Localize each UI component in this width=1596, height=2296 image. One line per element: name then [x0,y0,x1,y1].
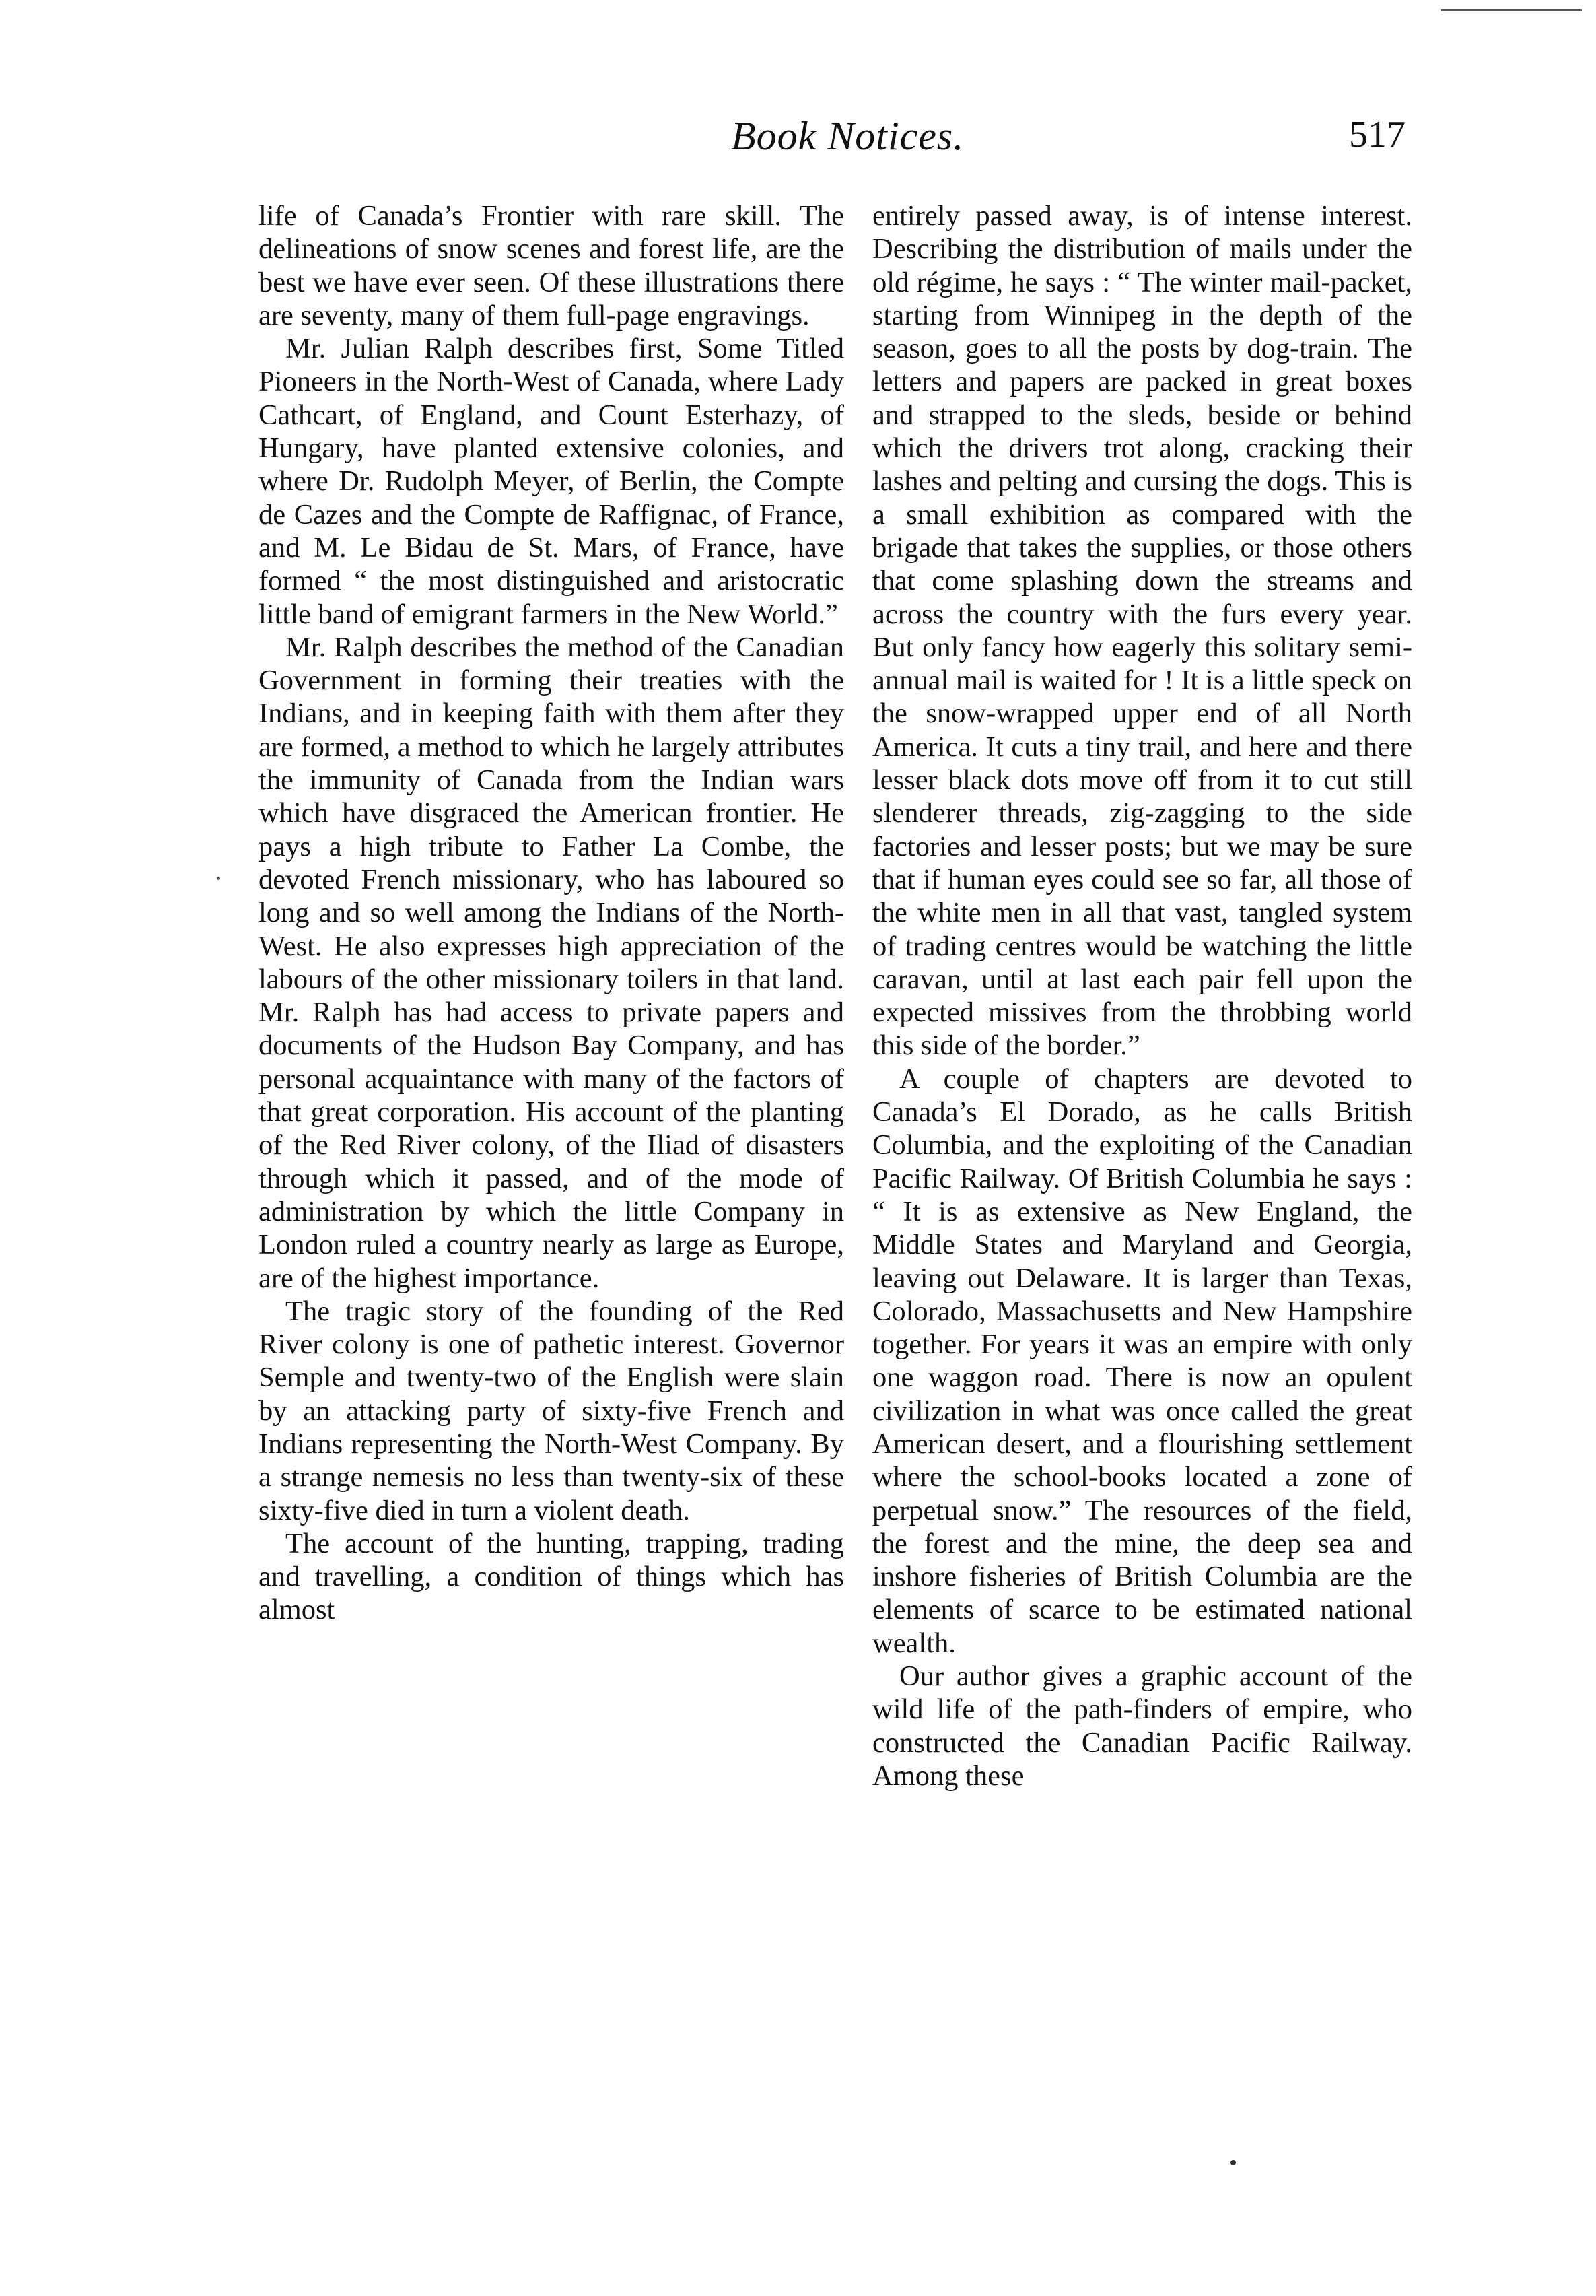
paragraph: Mr. Ralph describes the method of the Canadian Government in forming their treaties with the Indians, and in keeping faith with them after they are formed, a method to which he largely attributes the immunity of Canada from the Indian wars which have disgraced the American frontier. He pays a high tribute to Father La Combe, the devoted French missionary, who has laboured so long and so well among the Indians of the North-West. He also expresses high appreciation of the labours of the other missionary toilers in that land. Mr. Ralph has had access to private papers and documents of the Hudson Bay Company, and has personal acquaintance with many of the factors of that great corporation. His account of the planting of the Red River colony, of the Iliad of disasters through which it passed, and of the mode of administration by which the little Company in London ruled a country nearly as large as Europe, are of the highest importance. [258,631,844,1294]
paragraph: Our author gives a graphic account of the wild life of the path-finders of empire, who constructed the Canadian Pacific Railway. Among these [872,1660,1412,1792]
paragraph: life of Canada’s Frontier with rare skill. The delineations of snow scenes and forest life, are the best we have ever seen. Of these illustrations there are seventy, many of them full-page engravings. [258,200,844,331]
right-column [872,199,1412,1792]
top-rule [1441,9,1582,11]
running-head: Book Notices. [731,114,965,158]
paragraph: Mr. Julian Ralph describes first, Some Titled Pioneers in the North-West of Canada, where Lady Cathcart, of England, and Count Esterhazy, of Hungary, have planted extensive colonies, and where Dr. Rudolph Meyer, of Berlin, the Compte de Cazes and the Compte de Raffignac, of France, and M. Le Bidau de St. Mars, of France, have formed “ the most distinguished and aristocratic little band of emigrant farmers in the New World.” [258,333,844,630]
footer-speck [1230,2160,1236,2165]
paragraph: The account of the hunting, trapping, trading and travelling, a condition of things which has almost [258,1527,844,1626]
paragraph: entirely passed away, is of intense interest. Describing the distribution of mails under the old régime, he says : “ The winter mail-packet, starting from Winnipeg in the depth of the season, goes to all the posts by dog-train. The letters and papers are packed in great boxes and strapped to the sleds, beside or behind which the drivers trot along, cracking their lashes and pelting and cursing the dogs. This is a small exhibition as compared with the brigade that takes the supplies, or those others that come splashing down the streams and across the country with the furs every year. But only fancy how eagerly this solitary semi-annual mail is waited for ! It is a little speck on the snow-wrapped upper end of all North America. It cuts a tiny trail, and here and there lesser black dots move off from it to cut still slenderer threads, zig-zagging to the side factories and lesser posts; but we may be sure that if human eyes could see so far, all those of the white men in all that vast, tangled system of trading centres would be watching the little caravan, until at last each pair fell upon the expected missives from the throbbing world this side of the border.” [872,200,1412,1062]
left-column [258,199,844,1627]
paragraph: A couple of chapters are devoted to Canada’s El Dorado, as he calls British Columbia, and the exploiting of the Canadian Pacific Railway. Of British Columbia he says : “ It is as extensive as New England, the Middle States and Maryland and Georgia, leaving out Delaware. It is larger than Texas, Colorado, Massachusetts and New Hampshire together. For years it was an empire with only one waggon road. There is now an opulent civilization in what was once called the great American desert, and a flourishing settlement where the school-books located a zone of perpetual snow.” The resources of the field, the forest and the mine, the deep sea and inshore fisheries of British Columbia are the elements of scarce to be estimated national wealth. [872,1062,1412,1659]
paragraph: The tragic story of the founding of the Red River colony is one of pathetic interest. Governor Semple and twenty-two of the English were slain by an attacking party of sixty-five French and Indians representing the North-West Company. By a strange nemesis no less than twenty-six of these sixty-five died in turn a violent death. [258,1295,844,1526]
margin-speck [217,877,220,880]
page-number: 517 [1349,114,1406,156]
